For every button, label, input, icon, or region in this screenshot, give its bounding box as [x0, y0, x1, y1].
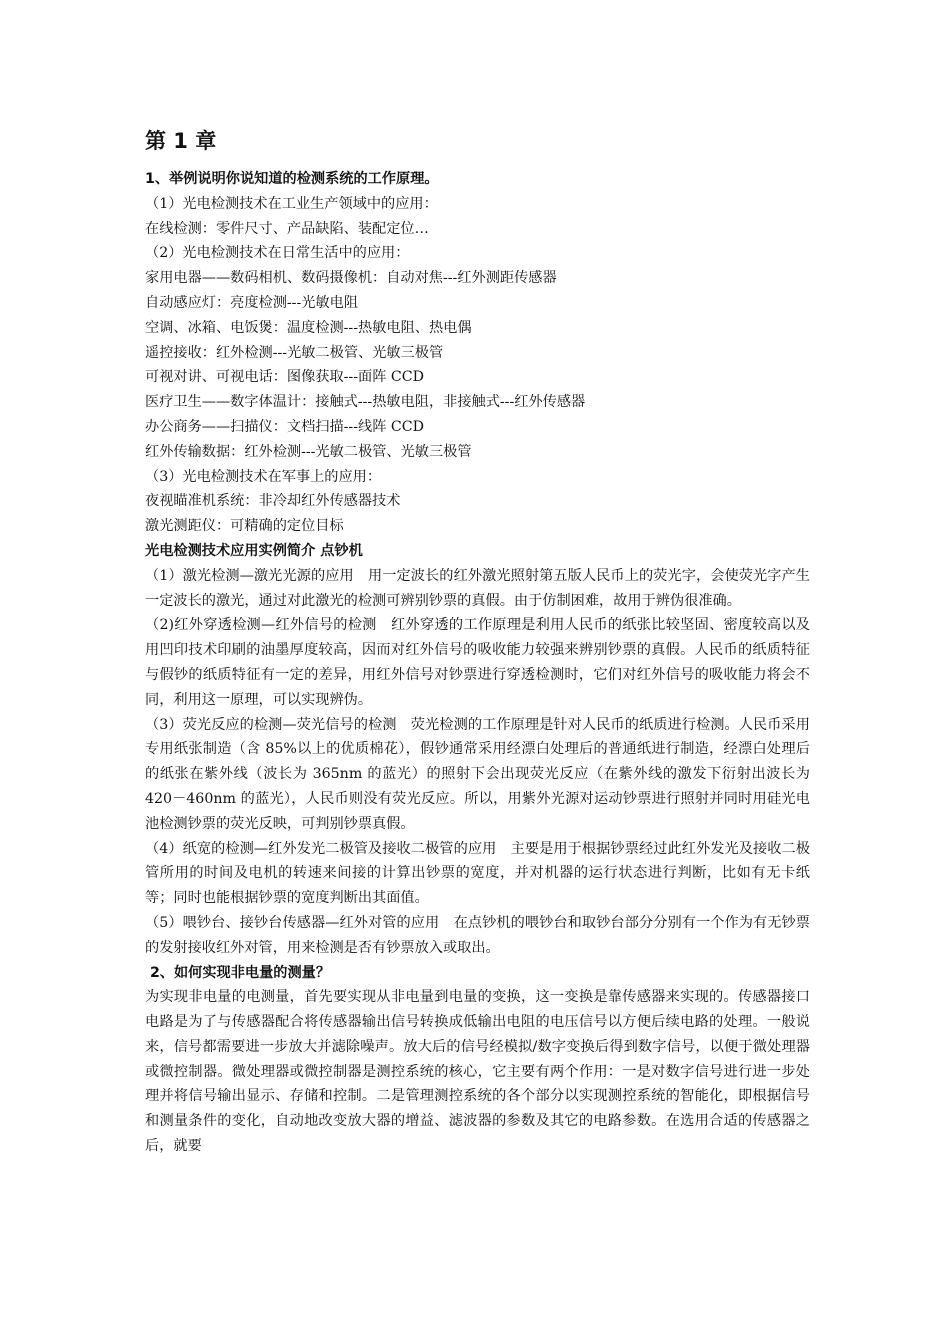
body-line: 家用电器——数码相机、数码摄像机：自动对焦---红外测距传感器 [145, 270, 557, 287]
body-line: 在线检测：零件尺寸、产品缺陷、装配定位… [145, 220, 429, 237]
example-paragraph: （3）荧光反应的检测—荧光信号的检测 荧光检测的工作原理是针对人民币的纸质进行检测。人民币采用专用纸张制造（含 85%以上的优质棉花），假钞通常采用经漂白处理后的普通纸进行制造，经漂白处理后的纸张在紫外线（波长为 365nm 的蓝光）的照射下会出现荧光反应（在紫外线的激发下衍射出波长为 420－460nm 的蓝光），人民币则没有荧光反应。所以，用紫外光源对运动钞票进行照射并同时用硅光电池检测钞票的荧光反映，可判别钞票真假。 [145, 716, 810, 832]
body-line: 空调、冰箱、电饭煲：温度检测---热敏电阻、热电偶 [145, 319, 472, 336]
body-line: （2）光电检测技术在日常生活中的应用： [145, 245, 410, 262]
body-line: 激光测距仪：可精确的定位目标 [145, 518, 344, 535]
chapter-title: 第 1 章 [145, 129, 217, 153]
body-line: 红外传输数据：红外检测---光敏二极管、光敏三极管 [145, 443, 472, 460]
question-2-paragraph: 为实现非电量的电测量，首先要实现从非电量到电量的变换，这一变换是靠传感器来实现的。传感器接口电路是为了与传感器配合将传感器输出信号转换成低输出电阻的电压信号以方便后续电路的处理。一般说来，信号都需要进一步放大并滤除噪声。放大后的信号经模拟/数字变换后得到数字信号，以便于微处理器或微控制器。微处理器或微控制器是测控系统的核心，它主要有两个作用：一是对数字信号进行进一步处理并将信号输出显示、存储和控制。二是管理测控系统的各个部分以实现测控系统的智能化，即根据信号和测量条件的变化，自动地改变放大器的增益、滤波器的参数及其它的电路参数。在选用合适的传感器之后，就要 [145, 989, 810, 1155]
body-line: （3）光电检测技术在军事上的应用： [145, 468, 382, 485]
example-paragraph: （1）激光检测—激光光源的应用 用一定波长的红外激光照射第五版人民币上的荧光字，会使荧光字产生一定波长的激光，通过对此激光的检测可辨别钞票的真假。由于仿制困难，故用于辨伪很准确。 [145, 567, 810, 609]
body-line: 夜视瞄准机系统：非冷却红外传感器技术 [145, 493, 401, 510]
example-body [145, 564, 810, 961]
example-paragraph: （2)红外穿透检测—红外信号的检测 红外穿透的工作原理是利用人民币的纸张比较坚固、密度较高以及用凹印技术印刷的油墨厚度较高，因而对红外信号的吸收能力较强来辨别钞票的真假。人民币的纸质特征与假钞的纸质特征有一定的差异，用红外信号对钞票进行穿透检测时，它们对红外信号的吸收能力将会不同，利用这一原理，可以实现辨伪。 [145, 617, 810, 708]
body-line: 医疗卫生——数字体温计：接触式---热敏电阻，非接触式---红外传感器 [145, 394, 586, 411]
body-line: 遥控接收：红外检测---光敏二极管、光敏三极管 [145, 344, 444, 361]
question-1-heading: 1、举例说明你说知道的检测系统的工作原理。 [145, 171, 439, 187]
example-paragraph: （4）纸宽的检测—红外发光二极管及接收二极管的应用 主要是用于根据钞票经过此红外发光及接收二极管所用的时间及电机的转速来间接的计算出钞票的宽度，并对机器的运行状态进行判断，比如有无卡纸等；同时也能根据钞票的宽度判断出其面值。 [145, 840, 810, 907]
body-line: （1）光电检测技术在工业生产领域中的应用： [145, 195, 438, 212]
question-2-heading: 2、如何实现非电量的测量？ [145, 964, 331, 981]
example-paragraph: （5）喂钞台、接钞台传感器—红外对管的应用 在点钞机的喂钞台和取钞台部分分别有一个作为有无钞票的发射接收红外对管，用来检测是否有钞票放入或取出。 [145, 914, 810, 956]
document-page [145, 127, 810, 1159]
question-1-body [145, 192, 810, 539]
example-heading: 光电检测技术应用实例简介 点钞机 [145, 542, 363, 559]
body-line: 办公商务——扫描仪：文档扫描---线阵 CCD [145, 418, 424, 435]
body-line: 可视对讲、可视电话：图像获取---面阵 CCD [145, 369, 424, 386]
body-line: 自动感应灯：亮度检测---光敏电阻 [145, 294, 359, 311]
